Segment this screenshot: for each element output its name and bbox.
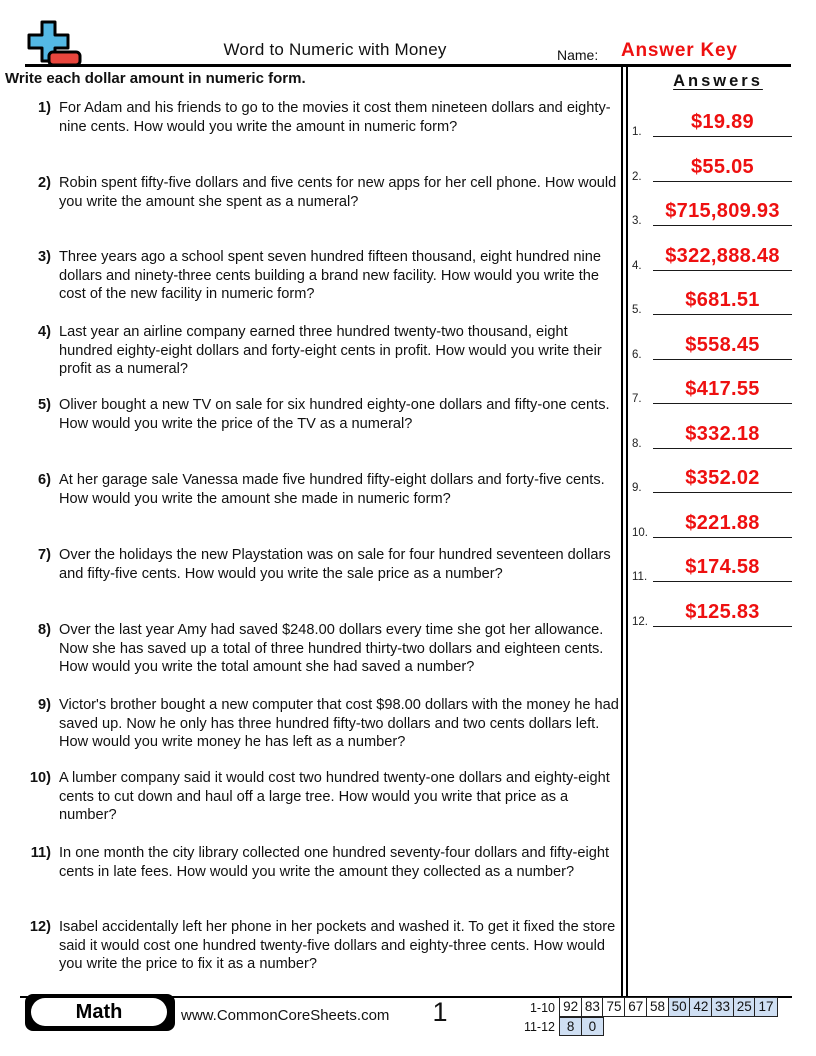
score-cell-value: 75 (606, 999, 622, 1015)
question-number: 10) (29, 770, 51, 786)
question-item (28, 99, 620, 136)
answer-number: 10. (632, 526, 648, 539)
answer-blank-line (653, 492, 792, 493)
question-item (28, 918, 620, 974)
answer-row (630, 510, 795, 540)
answer-number: 3. (632, 215, 642, 227)
score-cell-value: 8 (566, 1018, 575, 1034)
answer-blank-line (653, 314, 792, 315)
score-cell-value: 67 (628, 999, 644, 1015)
score-cell-value: 83 (584, 999, 600, 1015)
answer-blank-line (653, 225, 792, 226)
question-number: 12) (29, 919, 51, 935)
answer-value: $174.58 (685, 556, 760, 578)
answer-row (630, 376, 795, 406)
score-cell (559, 1017, 582, 1037)
score-cell (668, 997, 691, 1017)
column-divider-line (621, 64, 628, 998)
score-cell (581, 997, 604, 1017)
answer-number: 7. (632, 393, 642, 405)
question-text: Robin spent fifty-five dollars and five cents for new apps for her cell phone. How would you write the amount she spent as a numeral? (59, 175, 617, 210)
answer-value: $558.45 (685, 333, 760, 356)
answer-number: 1. (632, 126, 642, 138)
question-text: Last year an airline company earned three hundred twenty-two thousand, eight hundred eighty-eight dollars and forty-eight cents in profit. How would you write their profit as a numeral? (59, 324, 602, 378)
answer-key-text: Answer Key (621, 40, 738, 61)
question-text: A lumber company said it would cost two hundred twenty-one dollars and eighty-eight cents to cut down and haul off a large tree. How would you write that price as a number? (59, 770, 610, 824)
answer-value: $55.05 (691, 155, 754, 178)
question-item (28, 323, 620, 379)
answer-blank-line (653, 270, 792, 271)
score-cell (624, 997, 647, 1017)
question-number: 7) (38, 547, 51, 563)
answer-value: $125.83 (685, 600, 760, 623)
answer-number: 2. (632, 170, 642, 183)
question-text: Oliver bought a new TV on sale for six hundred eighty-one dollars and fifty-one cents. How would you write the price of the TV as a numeral? (59, 397, 610, 432)
score-cell (754, 997, 777, 1017)
answer-number: 11. (632, 571, 648, 583)
answer-blank-line (653, 448, 792, 449)
page-number: 1 (432, 997, 448, 1027)
answer-blank-line (653, 626, 792, 627)
question-text: Victor's brother bought a new computer that cost $98.00 dollars with the money he had saved up. Now he only has three hundred fifty-two dollars and two cents dollars left. How would you write money he has left as a number? (59, 697, 619, 751)
score-row2-label: 11-12 (523, 1020, 555, 1034)
answer-number: 12. (632, 615, 648, 628)
answer-value: $681.51 (685, 289, 760, 311)
score-cell (733, 997, 756, 1017)
score-row1-label: 1-10 (529, 1001, 555, 1015)
question-text: For Adam and his friends to go to the movies it cost them nineteen dollars and eighty-nine cents. How would you write the amount in numeric form? (59, 100, 611, 135)
subject-label: Math (75, 1000, 123, 1023)
answers-heading: Answers (673, 72, 763, 90)
question-number: 9) (38, 697, 51, 713)
question-text: Over the last year Amy had saved $248.00 dollars every time she got her allowance. Now she has saved up a total of three hundred thirty-two dollars and eighteen cents. How would you write the total amount she had saved a number? (59, 622, 604, 676)
header-divider-line (25, 64, 791, 67)
plus-minus-logo (27, 20, 83, 68)
score-cell (689, 997, 712, 1017)
answer-number: 6. (632, 348, 642, 361)
score-cell-value: 50 (671, 999, 687, 1015)
answer-row (630, 599, 795, 629)
score-cell (711, 997, 734, 1017)
answer-row (630, 109, 795, 139)
question-item (28, 769, 620, 825)
score-cell (646, 997, 669, 1017)
score-row-2 (559, 1017, 604, 1037)
website-text: www.CommonCoreSheets.com (181, 1007, 390, 1024)
answer-row (630, 332, 795, 362)
answer-value: $221.88 (685, 511, 760, 534)
answer-blank-line (653, 581, 792, 582)
question-item (28, 248, 620, 304)
answer-blank-line (653, 359, 792, 360)
answer-row (630, 465, 795, 495)
answer-value: $19.89 (691, 111, 754, 133)
score-cell-value: 33 (715, 999, 731, 1015)
answer-number: 8. (632, 437, 642, 450)
answer-value: $715,809.93 (665, 200, 780, 222)
question-item (28, 696, 620, 752)
score-cell-value: 42 (693, 999, 709, 1015)
question-number: 3) (38, 249, 51, 265)
answer-blank-line (653, 136, 792, 137)
question-item (28, 844, 620, 881)
question-text: Over the holidays the new Playstation was on sale for four hundred seventeen dollars and fifty-five cents. How would you write the sale price as a number? (59, 547, 611, 582)
question-item (28, 174, 620, 211)
name-label: Name: (557, 47, 599, 63)
page-title: Word to Numeric with Money (223, 40, 447, 59)
question-number: 5) (38, 397, 51, 413)
instruction-text: Write each dollar amount in numeric form. (5, 70, 306, 87)
subject-badge (25, 994, 175, 1031)
answer-value: $322,888.48 (665, 244, 780, 267)
score-cell-value: 92 (563, 999, 579, 1015)
answer-number: 4. (632, 259, 642, 272)
score-cell-value: 0 (588, 1018, 597, 1034)
score-cell-value: 17 (758, 999, 774, 1015)
question-number: 11) (30, 845, 51, 861)
answer-row (630, 554, 795, 584)
answer-blank-line (653, 537, 792, 538)
answer-row (630, 154, 795, 184)
question-item (28, 546, 620, 583)
question-number: 1) (38, 100, 51, 116)
question-item (28, 621, 620, 677)
score-cell (559, 997, 582, 1017)
question-text: At her garage sale Vanessa made five hundred fifty-eight dollars and forty-five cents. How would you write the amount she made in numeric form? (59, 472, 605, 507)
answer-row (630, 198, 795, 228)
answer-row (630, 421, 795, 451)
answer-blank-line (653, 403, 792, 404)
score-cell (581, 1017, 604, 1037)
answer-value: $332.18 (685, 422, 760, 445)
question-number: 4) (38, 324, 51, 340)
answer-value: $352.02 (685, 467, 760, 489)
score-cell (602, 997, 625, 1017)
question-number: 6) (38, 472, 51, 488)
answer-blank-line (653, 181, 792, 182)
question-number: 8) (38, 622, 51, 638)
question-text: Three years ago a school spent seven hundred fifteen thousand, eight hundred nine dollars and ninety-three cents building a brand new facility. How would you write the cost of the new facility in numeric form? (59, 249, 601, 303)
answer-row (630, 243, 795, 273)
score-cell-value: 25 (736, 999, 752, 1015)
question-number: 2) (38, 175, 51, 191)
answer-value: $417.55 (685, 378, 760, 400)
score-row-1 (559, 997, 778, 1017)
answer-number: 5. (632, 304, 642, 316)
score-cell-value: 58 (649, 999, 665, 1015)
question-text: In one month the city library collected one hundred seventy-four dollars and fifty-eight cents in late fees. How would you write the amount they collected as a number? (59, 845, 610, 880)
question-item (28, 471, 620, 508)
answer-number: 9. (632, 482, 642, 494)
question-item (28, 396, 620, 433)
subject-pill (31, 998, 167, 1026)
answer-row (630, 287, 795, 317)
question-text: Isabel accidentally left her phone in her pockets and washed it. To get it fixed the store said it would cost one hundred twenty-five dollars and eighty-three cents. How would you write the price to fix it as a number? (59, 919, 616, 973)
